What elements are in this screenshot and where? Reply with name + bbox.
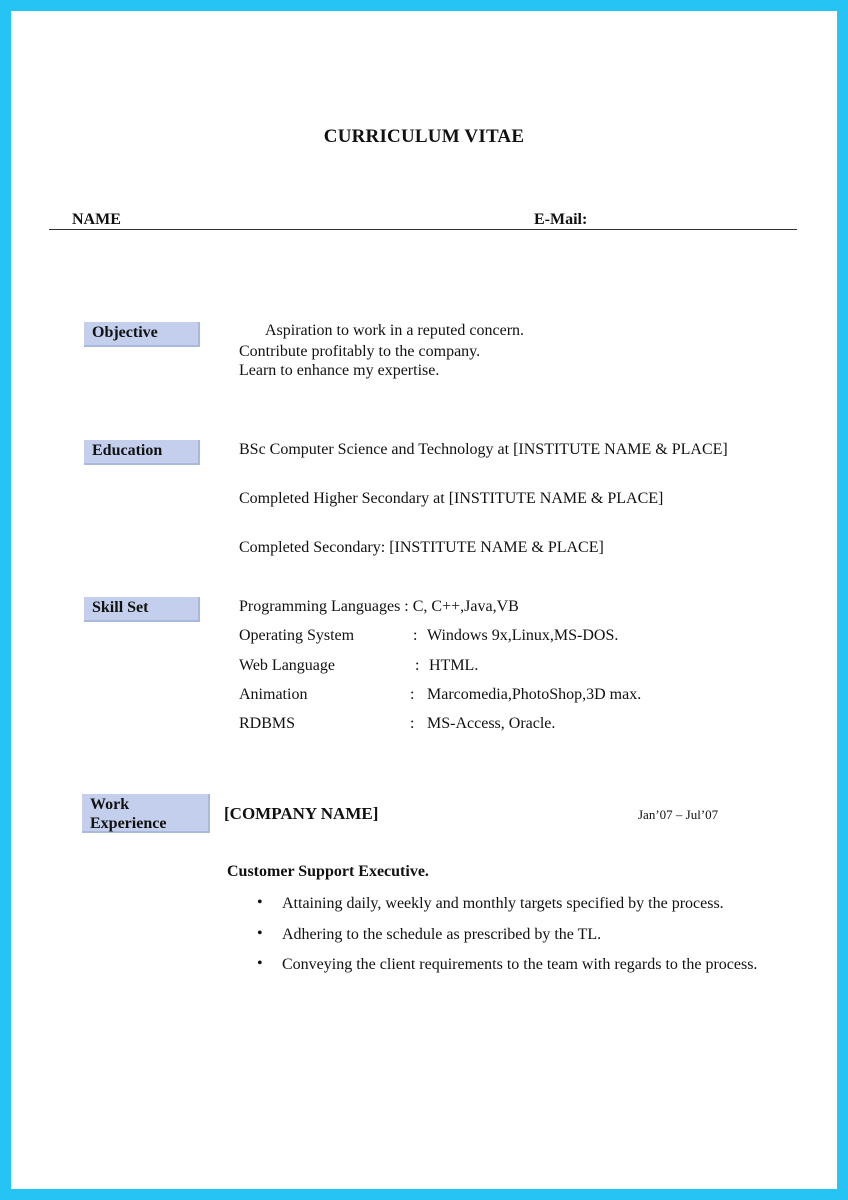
skill-key-os: Operating System	[239, 627, 355, 644]
name-label: NAME	[72, 211, 121, 228]
bullet-icon: •	[257, 894, 263, 911]
section-label-education: Education	[84, 440, 200, 465]
skill-key	[239, 597, 519, 616]
objective-line-3: Learn to enhance my expertise.	[239, 362, 440, 379]
skill-value-programming: C, C++,Java,VB	[412, 598, 519, 615]
skill-key-animation: Animation	[239, 686, 308, 703]
employment-period: Jan’07 – Jul’07	[638, 807, 719, 822]
header-divider	[49, 229, 797, 230]
skill-value-rdbms: MS-Access, Oracle.	[427, 715, 556, 732]
bullet-icon: •	[257, 955, 263, 972]
education-item: Completed Secondary: [INSTITUTE NAME & PLACE]	[239, 539, 604, 556]
company-name: [COMPANY NAME]	[224, 804, 379, 823]
work-label-line-2: Experience	[90, 815, 167, 832]
skill-key-programming: Programming Languages :	[239, 598, 409, 615]
skill-sep: :	[410, 686, 415, 703]
job-role: Customer Support Executive.	[227, 863, 429, 880]
duty-item: Adhering to the schedule as prescribed by the TL.	[282, 926, 602, 943]
duty-item: Conveying the client requirements to the team with regards to the process.	[282, 956, 758, 973]
objective-line-2: Contribute profitably to the company.	[239, 343, 481, 360]
skill-key-web: Web Language	[239, 657, 335, 674]
skill-value-animation: Marcomedia,PhotoShop,3D max.	[427, 686, 642, 703]
duty-item: Attaining daily, weekly and monthly targets specified by the process.	[282, 895, 724, 912]
education-item: BSc Computer Science and Technology at [INSTITUTE NAME & PLACE]	[239, 441, 728, 458]
objective-line-1: Aspiration to work in a reputed concern.	[265, 322, 525, 339]
skill-value-os: Windows 9x,Linux,MS-DOS.	[427, 627, 619, 644]
section-label-skill-set: Skill Set	[84, 597, 200, 622]
email-label: E-Mail:	[534, 211, 588, 228]
education-item: Completed Higher Secondary at [INSTITUTE NAME & PLACE]	[239, 490, 664, 507]
skill-sep: :	[415, 657, 420, 674]
document-title: CURRICULUM VITAE	[323, 126, 525, 147]
skill-value-web: HTML.	[429, 657, 479, 674]
section-label-objective: Objective	[84, 322, 200, 347]
skill-key-rdbms: RDBMS	[239, 715, 296, 732]
work-label-line-1: Work	[90, 796, 130, 813]
section-label-work-experience	[82, 794, 210, 833]
skill-sep: :	[410, 715, 415, 732]
bullet-icon: •	[257, 925, 263, 942]
skill-sep: :	[413, 627, 418, 644]
